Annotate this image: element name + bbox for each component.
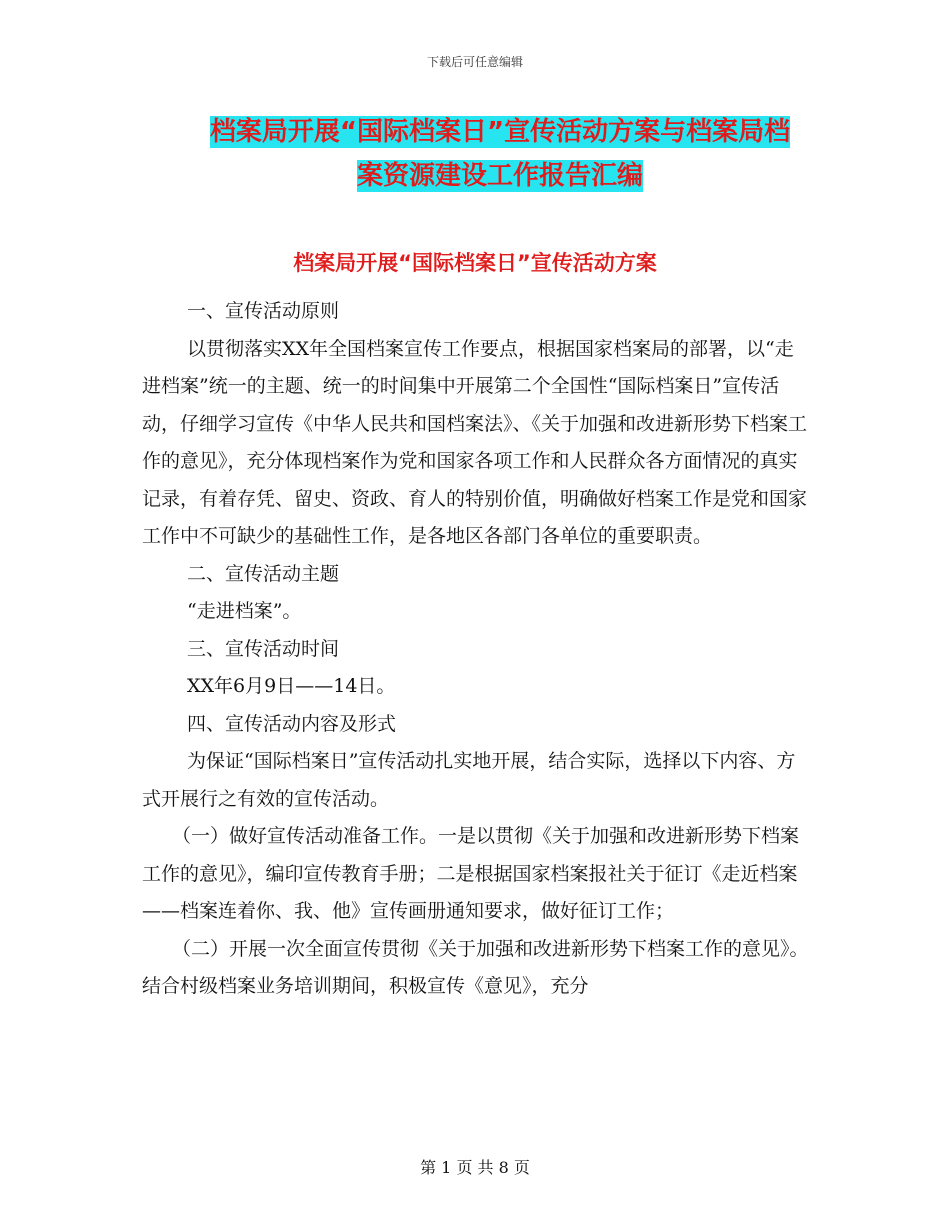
heading-principles: 一、宣传活动原则 xyxy=(187,300,340,322)
document-title-line-2: 案资源建设工作报告汇编 xyxy=(356,161,643,191)
section-title: 档案局开展“国际档案日”宣传活动方案 xyxy=(293,251,657,275)
page-footer: 第 1 页 共 8 页 xyxy=(420,1158,530,1177)
paragraph-principles: 以贯彻落实XX年全国档案宣传工作要点，根据国家档案局的部署，以“走进档案”统一的主题、统一的时间集中开展第二个全国性“国际档案日”宣传活动，仔细学习宣传《中华人民共和国档案法》、《关于加强和改进新形势下档案工作的意见》，充分体现档案作为党和国家各项工作和人民群众各方面情况的真实记录，有着存凭、留史、资政、育人的特别价值，明确做好档案工作是党和国家工作中不可缺少的基础性工作，是各地区各部门各单位的重要职责。 xyxy=(142,337,808,547)
document-body xyxy=(142,293,812,1006)
heading-theme: 二、宣传活动主题 xyxy=(187,562,340,585)
heading-time: 三、宣传活动时间 xyxy=(187,637,340,660)
paragraph-time: XX年6月9日——14日。 xyxy=(187,675,396,697)
paragraph-item-1: （一）做好宣传活动准备工作。一是以贯彻《关于加强和改进新形势下档案工作的意见》，编印宣传教育手册；二是根据国家档案报社关于征订《走近档案——档案连着你、我、他》宣传画册通知要求，做好征订工作； xyxy=(142,825,800,922)
paragraph-theme: “走进档案”。 xyxy=(187,600,302,622)
paragraph-content-intro: 为保证“国际档案日”宣传活动扎实地开展，结合实际，选择以下内容、方式开展行之有效的宣传活动。 xyxy=(142,750,796,810)
paragraph-item-2: （二）开展一次全面宣传贯彻《关于加强和改进新形势下档案工作的意见》。结合村级档案业务培训期间，积极宣传《意见》，充分 xyxy=(142,937,809,997)
document-title xyxy=(140,110,860,198)
document-title-line-1: 档案局开展“国际档案日”宣传活动方案与档案局档 xyxy=(209,117,791,147)
heading-content: 四、宣传活动内容及形式 xyxy=(187,712,397,735)
header-note: 下载后可任意编辑 xyxy=(426,55,523,69)
